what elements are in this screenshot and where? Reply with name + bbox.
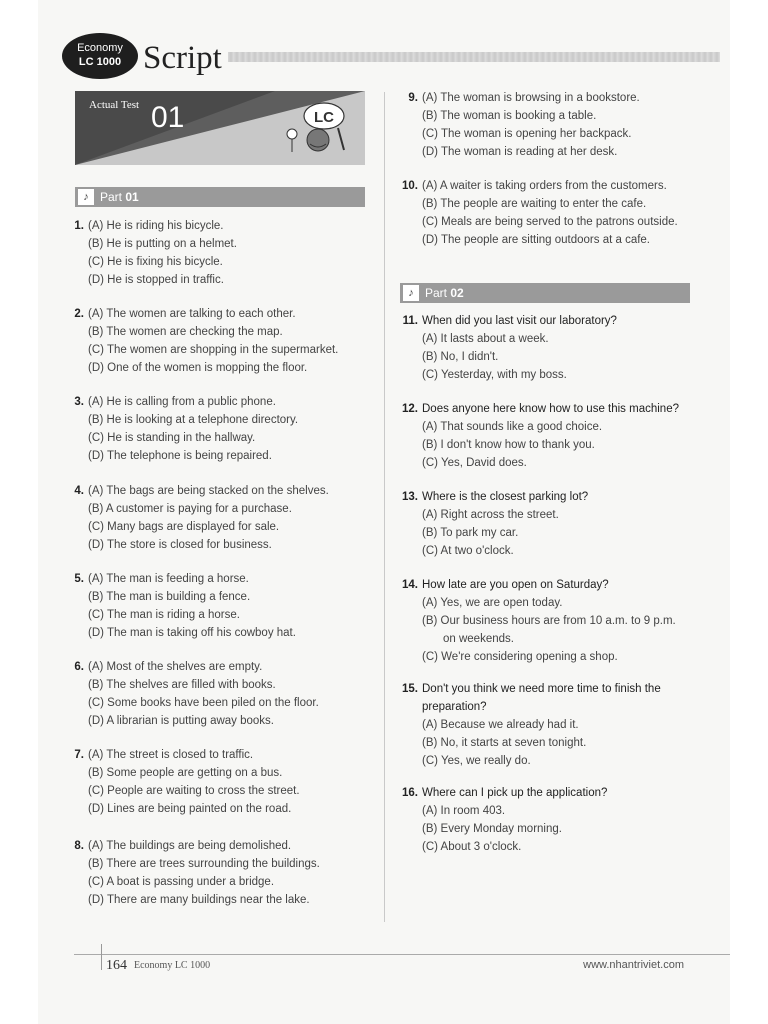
question-2: 2. (A) The women are talking to each other. (B) The women are checking the map. (C) The women are shopping in the supermarket. (D) One of the women is mopping the floor. — [74, 308, 339, 374]
page-title: Script — [143, 40, 222, 76]
question-6: 6. (A) Most of the shelves are empty. (B) The shelves are filled with books. (C) Some books have been piled on the floor. (D) A librarian is putting away books. — [74, 661, 319, 727]
test-label: Actual Test — [89, 99, 140, 111]
part-01-number: 01 — [125, 190, 139, 204]
question-3: 3. (A) He is calling from a public phone. (B) He is looking at a telephone directory. (C) He is standing in the hallway. (D) The telephone is being repaired. — [74, 396, 299, 462]
badge-line1: Economy — [77, 42, 123, 54]
header-rule — [228, 52, 720, 62]
speaker-icon: ♪ — [403, 285, 419, 301]
part-01-header — [75, 187, 365, 207]
question-7: 7. (A) The street is closed to traffic. (B) Some people are getting on a bus. (C) People are waiting to cross the street. (D) Lines are being painted on the road. — [74, 749, 300, 815]
footer-rule — [74, 954, 730, 955]
part-02-number: 02 — [450, 286, 464, 300]
footer-book-title: Economy LC 1000 — [134, 960, 211, 971]
question-1: 1. (A) He is riding his bicycle. (B) He is putting on a helmet. (C) He is fixing his bicycle. (D) He is stopped in traffic. — [74, 220, 237, 286]
question-10: 10. (A) A waiter is taking orders from the customers. (B) The people are waiting to enter the cafe. (C) Meals are being served to the patrons outside. (D) The people are sitting outdoors at a cafe. — [402, 180, 678, 246]
question-12: 12. Does anyone here know how to use this machine? (A) That sounds like a good choice. (B) I don't know how to thank you. (C) Yes, David does. — [402, 403, 679, 469]
part-02-header — [400, 283, 690, 303]
book-badge — [62, 33, 138, 79]
test-number: 01 — [151, 101, 185, 134]
part-02-prefix: Part — [425, 286, 448, 300]
question-9: 9. (A) The woman is browsing in a bookstore. (B) The woman is booking a table. (C) The woman is opening her backpack. (D) The woman is reading at her desk. — [408, 92, 640, 158]
mascot-illustration — [280, 98, 352, 160]
question-13: 13. Where is the closest parking lot? (A) Right across the street. (B) To park my car. (C) At two o'clock. — [402, 491, 589, 557]
question-11: 11. When did you last visit our laboratory? (A) It lasts about a week. (B) No, I didn't. (C) Yesterday, with my boss. — [402, 315, 617, 381]
part-01-prefix: Part — [100, 190, 123, 204]
question-16: 16. Where can I pick up the application? (A) In room 403. (B) Every Monday morning. (C) About 3 o'clock. — [402, 787, 608, 853]
footer-tick — [101, 944, 102, 970]
column-divider — [384, 92, 385, 922]
badge-line2: LC 1000 — [78, 56, 122, 68]
footer-url: www.nhantriviet.com — [583, 959, 684, 971]
page-number: 164 — [106, 958, 127, 973]
question-14: 14. How late are you open on Saturday? (A) Yes, we are open today. (B) Our business hours are from 10 a.m. to 9 p.m. on weekends. (C) We're considering opening a shop. — [402, 579, 676, 663]
question-8: 8. (A) The buildings are being demolished. (B) There are trees surrounding the buildings. (C) A boat is passing under a bridge. (D) There are many buildings near the lake. — [74, 840, 320, 906]
svg-text:LC: LC — [314, 109, 334, 126]
question-5: 5. (A) The man is feeding a horse. (B) The man is building a fence. (C) The man is riding a horse. (D) The man is taking off his cowboy hat. — [74, 573, 296, 639]
speaker-icon: ♪ — [78, 189, 94, 205]
question-15: 15. Don't you think we need more time to finish the preparation? (A) Because we already had it. (B) No, it starts at seven tonight. (C) Yes, we really do. — [402, 683, 661, 767]
question-4: 4. (A) The bags are being stacked on the shelves. (B) A customer is paying for a purchase. (C) Many bags are displayed for sale. (D) The store is closed for business. — [74, 485, 329, 551]
